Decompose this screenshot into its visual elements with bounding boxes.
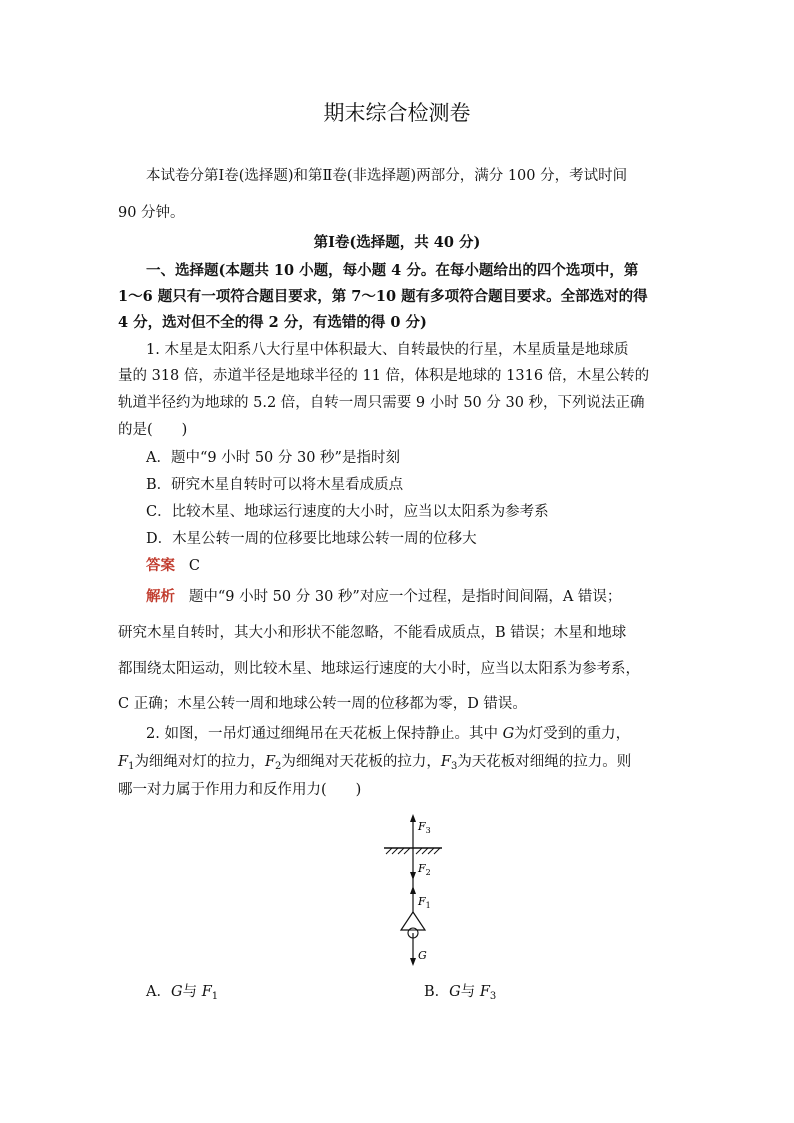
q2-text: 为细绳对天花板的拉力， <box>281 754 441 770</box>
subscript: 1 <box>211 991 219 1002</box>
section1-line-2: 1～6 题只有一项符合题目要求，第 7～10 题有多项符合题目要求。全部选对的得 <box>118 288 648 305</box>
q1-stem-line-4: 的是( ) <box>118 422 188 438</box>
subscript: 2 <box>275 761 282 772</box>
symbol-g: G <box>170 984 183 1000</box>
q1-analysis-line-2: 研究木星自转时，其大小和形状不能忽略，不能看成质点，B 错误；木星和地球 <box>118 625 627 641</box>
option-prefix: A． <box>146 984 171 1000</box>
label-f1: $F_1$ <box>418 895 431 910</box>
page-title: 期末综合检测卷 <box>323 101 471 125</box>
q2-option-b <box>424 982 496 1002</box>
part1-heading: 第Ⅰ卷(选择题，共 40 分) <box>313 234 481 251</box>
q1-analysis-line-1 <box>146 587 621 607</box>
q1-answer <box>146 556 200 576</box>
f2-arrowhead <box>410 872 416 880</box>
q1-option-d: D．木星公转一周的位移要比地球公转一周的位移大 <box>146 531 477 547</box>
symbol-g: G <box>449 984 461 1000</box>
option-text: 与 <box>460 984 480 1000</box>
subscript: 3 <box>489 991 497 1002</box>
subscript: 1 <box>128 761 135 772</box>
lamp-shade <box>401 912 425 930</box>
q1-stem-line-2: 量的 318 倍，赤道半径是地球半径的 11 倍，体积是地球的 1316 倍，木星公转的 <box>118 368 650 384</box>
label-f2: $F_2$ <box>418 862 431 877</box>
symbol-f: F <box>479 984 490 1000</box>
q1-stem-line-1: 1. 木星是太阳系八大行星中体积最大、自转最快的行星，木星质量是地球质 <box>146 342 629 358</box>
q1-option-a: A．题中“9 小时 50 分 30 秒”是指时刻 <box>146 450 400 466</box>
option-text: 与 <box>182 984 202 1000</box>
g-arrowhead <box>410 958 416 966</box>
section1-line-1: 一、选择题(本题共 10 小题，每小题 4 分。在每小题给出的四个选项中，第 <box>146 262 639 279</box>
q2-text: 2. 如图，一吊灯通过细绳吊在天花板上保持静止。其中 <box>146 726 503 742</box>
option-prefix: B． <box>424 984 450 1000</box>
symbol-g: G <box>502 726 515 742</box>
q1-analysis-line-4: C 正确；木星公转一周和地球公转一周的位移都为零，D 错误。 <box>118 696 527 712</box>
analysis-label: 解析 <box>146 588 175 605</box>
answer-value: C <box>188 558 200 574</box>
q1-analysis-line-3: 都围绕太阳运动，则比较木星、地球运行速度的大小时，应当以太阳系为参考系， <box>118 661 640 677</box>
intro-line-2: 90 分钟。 <box>118 205 185 221</box>
subscript: 3 <box>450 761 458 772</box>
q2-stem-line-3: 哪一对力属于作用力和反作用力( ) <box>118 782 362 798</box>
q1-option-b: B．研究木星自转时可以将木星看成质点 <box>146 477 404 493</box>
f1-arrowhead <box>410 886 416 894</box>
analysis-text-1: 题中“9 小时 50 分 30 秒”对应一个过程，是指时间间隔，A 错误； <box>188 589 622 605</box>
intro-line-1: 本试卷分第Ⅰ卷(选择题)和第Ⅱ卷(非选择题)两部分，满分 100 分，考试时间 <box>146 168 628 184</box>
q2-option-a <box>146 982 218 1002</box>
q2-text: 为天花板对细绳的拉力。则 <box>457 754 632 770</box>
q2-stem-line-1 <box>146 724 630 744</box>
q2-text: 为细绳对灯的拉力， <box>134 754 265 770</box>
lamp-force-diagram <box>370 808 460 978</box>
symbol-f2: F <box>264 754 275 770</box>
q2-stem-line-2 <box>118 752 631 772</box>
q2-text: 为灯受到的重力， <box>514 726 631 742</box>
section1-line-3: 4 分，选对但不全的得 2 分，有选错的得 0 分) <box>118 314 427 331</box>
label-g: G <box>418 949 427 962</box>
symbol-f: F <box>201 984 212 1000</box>
symbol-f1: F <box>118 754 129 770</box>
q1-option-c: C．比较木星、地球运行速度的大小时，应当以太阳系为参考系 <box>146 504 549 520</box>
label-f3: $F_3$ <box>418 820 431 835</box>
answer-label: 答案 <box>146 557 175 574</box>
q1-stem-line-3: 轨道半径约为地球的 5.2 倍，自转一周只需要 9 小时 50 分 30 秒，下列说法正确 <box>118 395 645 411</box>
f3-arrowhead <box>410 814 416 822</box>
symbol-f3: F <box>440 754 451 770</box>
